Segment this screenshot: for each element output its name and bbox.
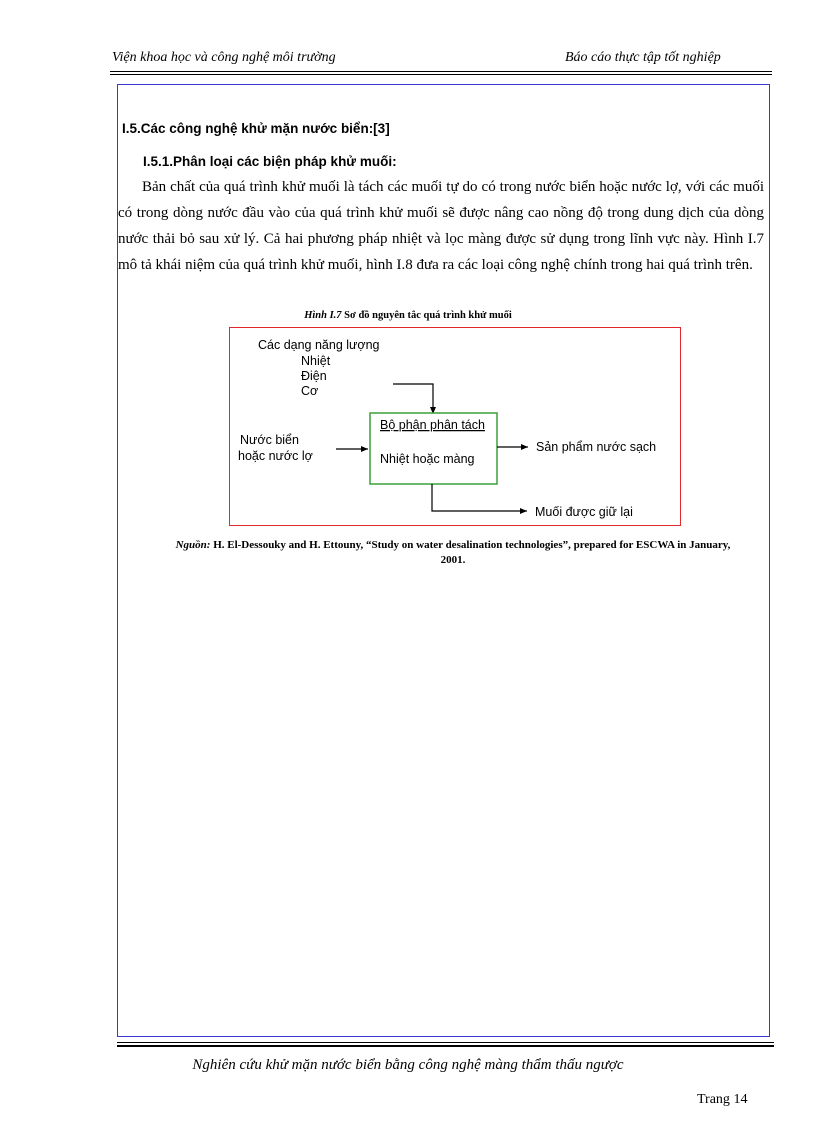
source-text: H. El-Dessouky and H. Ettouny, “Study on water desalination technologies”, prepared for ESCWA in January, 2001. <box>210 539 731 566</box>
header-report-title: Báo cáo thực tập tốt nghiệp <box>565 50 721 65</box>
header-rule-bottom <box>110 74 772 75</box>
figure-caption-text: Sơ đồ nguyên tắc quá trình khử muối <box>341 310 512 321</box>
header-institute: Viện khoa học và công nghệ môi trường <box>112 50 336 65</box>
page-label: Trang <box>697 1092 730 1107</box>
diagram-canvas <box>230 328 682 527</box>
figure-caption-label: Hình I.7 <box>304 310 342 321</box>
energy-item-electric: Điện <box>301 369 327 383</box>
subsection-title: I.5.1.Phân loại các biện pháp khử muối: <box>143 154 397 169</box>
page-number-value: 14 <box>733 1092 748 1107</box>
output-salt-label: Muối được giữ lại <box>535 505 633 519</box>
output-product-label: Sản phẩm nước sạch <box>536 440 657 454</box>
separation-box-subtitle: Nhiệt hoặc màng <box>380 452 475 466</box>
energy-arrow <box>393 384 433 414</box>
footer-rule-top <box>117 1042 774 1043</box>
figure-caption <box>0 310 816 321</box>
source-label: Nguồn: <box>175 539 211 551</box>
input-label-line1: Nước biển <box>240 433 299 447</box>
energy-title: Các dạng năng lượng <box>258 338 380 352</box>
desalination-diagram <box>229 327 681 526</box>
body-paragraph: Bản chất của quá trình khử muối là tách các muối tự do có trong nước biển hoặc nước lợ, với các muối có trong dòng nước đầu vào của quá trình khử muối sẽ được nâng cao nồng độ trong dung dịch của dòng nước thải bỏ sau xử lý. Cả hai phương pháp nhiệt và lọc màng được sử dụng trong lĩnh vực này. Hình I.7 mô tả khái niệm của quá trình khử muối, hình I.8 đưa ra các loại công nghệ chính trong hai quá trình trên. <box>118 179 764 273</box>
figure-source <box>163 538 743 568</box>
footer-rule-bottom <box>117 1045 774 1047</box>
input-label-line2: hoặc nước lợ <box>238 449 313 463</box>
salt-arrow <box>432 484 527 511</box>
footer-title: Nghiên cứu khử mặn nước biển bằng công nghệ màng thẩm thấu ngược <box>192 1057 624 1073</box>
page-number <box>697 1092 747 1108</box>
energy-item-heat: Nhiệt <box>301 354 331 368</box>
separation-box-title: Bộ phận phân tách <box>380 418 485 432</box>
energy-item-mechanical: Cơ <box>301 384 319 398</box>
section-title: I.5.Các công nghệ khử mặn nước biển:[3] <box>122 121 390 136</box>
header-rule-top <box>110 71 772 72</box>
